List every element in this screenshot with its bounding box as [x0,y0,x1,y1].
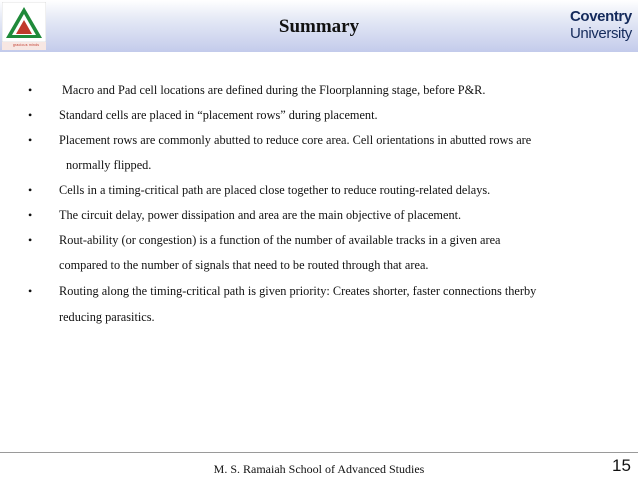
bullet-marker: • [28,208,33,222]
bullet-text-continuation: compared to the number of signals that need to be routed through that area. [59,258,429,272]
bullet-text: Standard cells are placed in “placement rows” during placement. [59,108,378,122]
bullet-text: Rout-ability (or congestion) is a function of the number of available tracks in a given area [59,233,501,247]
bullet-marker: • [28,83,33,97]
bullet-marker: • [28,183,33,197]
footer-divider [0,452,638,453]
bullet-text: Routing along the timing-critical path is given priority: Creates shorter, faster connections therby [59,284,537,298]
bullet-marker: • [28,284,33,298]
bullet-text: Placement rows are commonly abutted to reduce core area. Cell orientations in abutted rows are [59,133,532,147]
bullet-marker: • [28,108,33,122]
logo-line-1: Coventry [570,8,632,25]
slide-title: Summary [278,16,360,37]
bullet-marker: • [28,133,33,147]
logo-line-2: University [570,25,632,42]
bullet-text-continuation: reducing parasitics. [59,310,155,324]
logo-tagline: gracious minds [12,43,40,47]
page-number: 15 [612,456,631,475]
bullet-text-continuation: normally flipped. [66,158,152,172]
bullet-text: The circuit delay, power dissipation and area are the main objective of placement. [59,208,462,222]
bullet-text: Macro and Pad cell locations are defined during the Floorplanning stage, before P&R. [62,83,486,97]
bullet-marker: • [28,233,33,247]
footer-institution: M. S. Ramaiah School of Advanced Studies [213,462,425,476]
bullet-text: Cells in a timing-critical path are placed close together to reduce routing-related delays. [59,183,491,197]
